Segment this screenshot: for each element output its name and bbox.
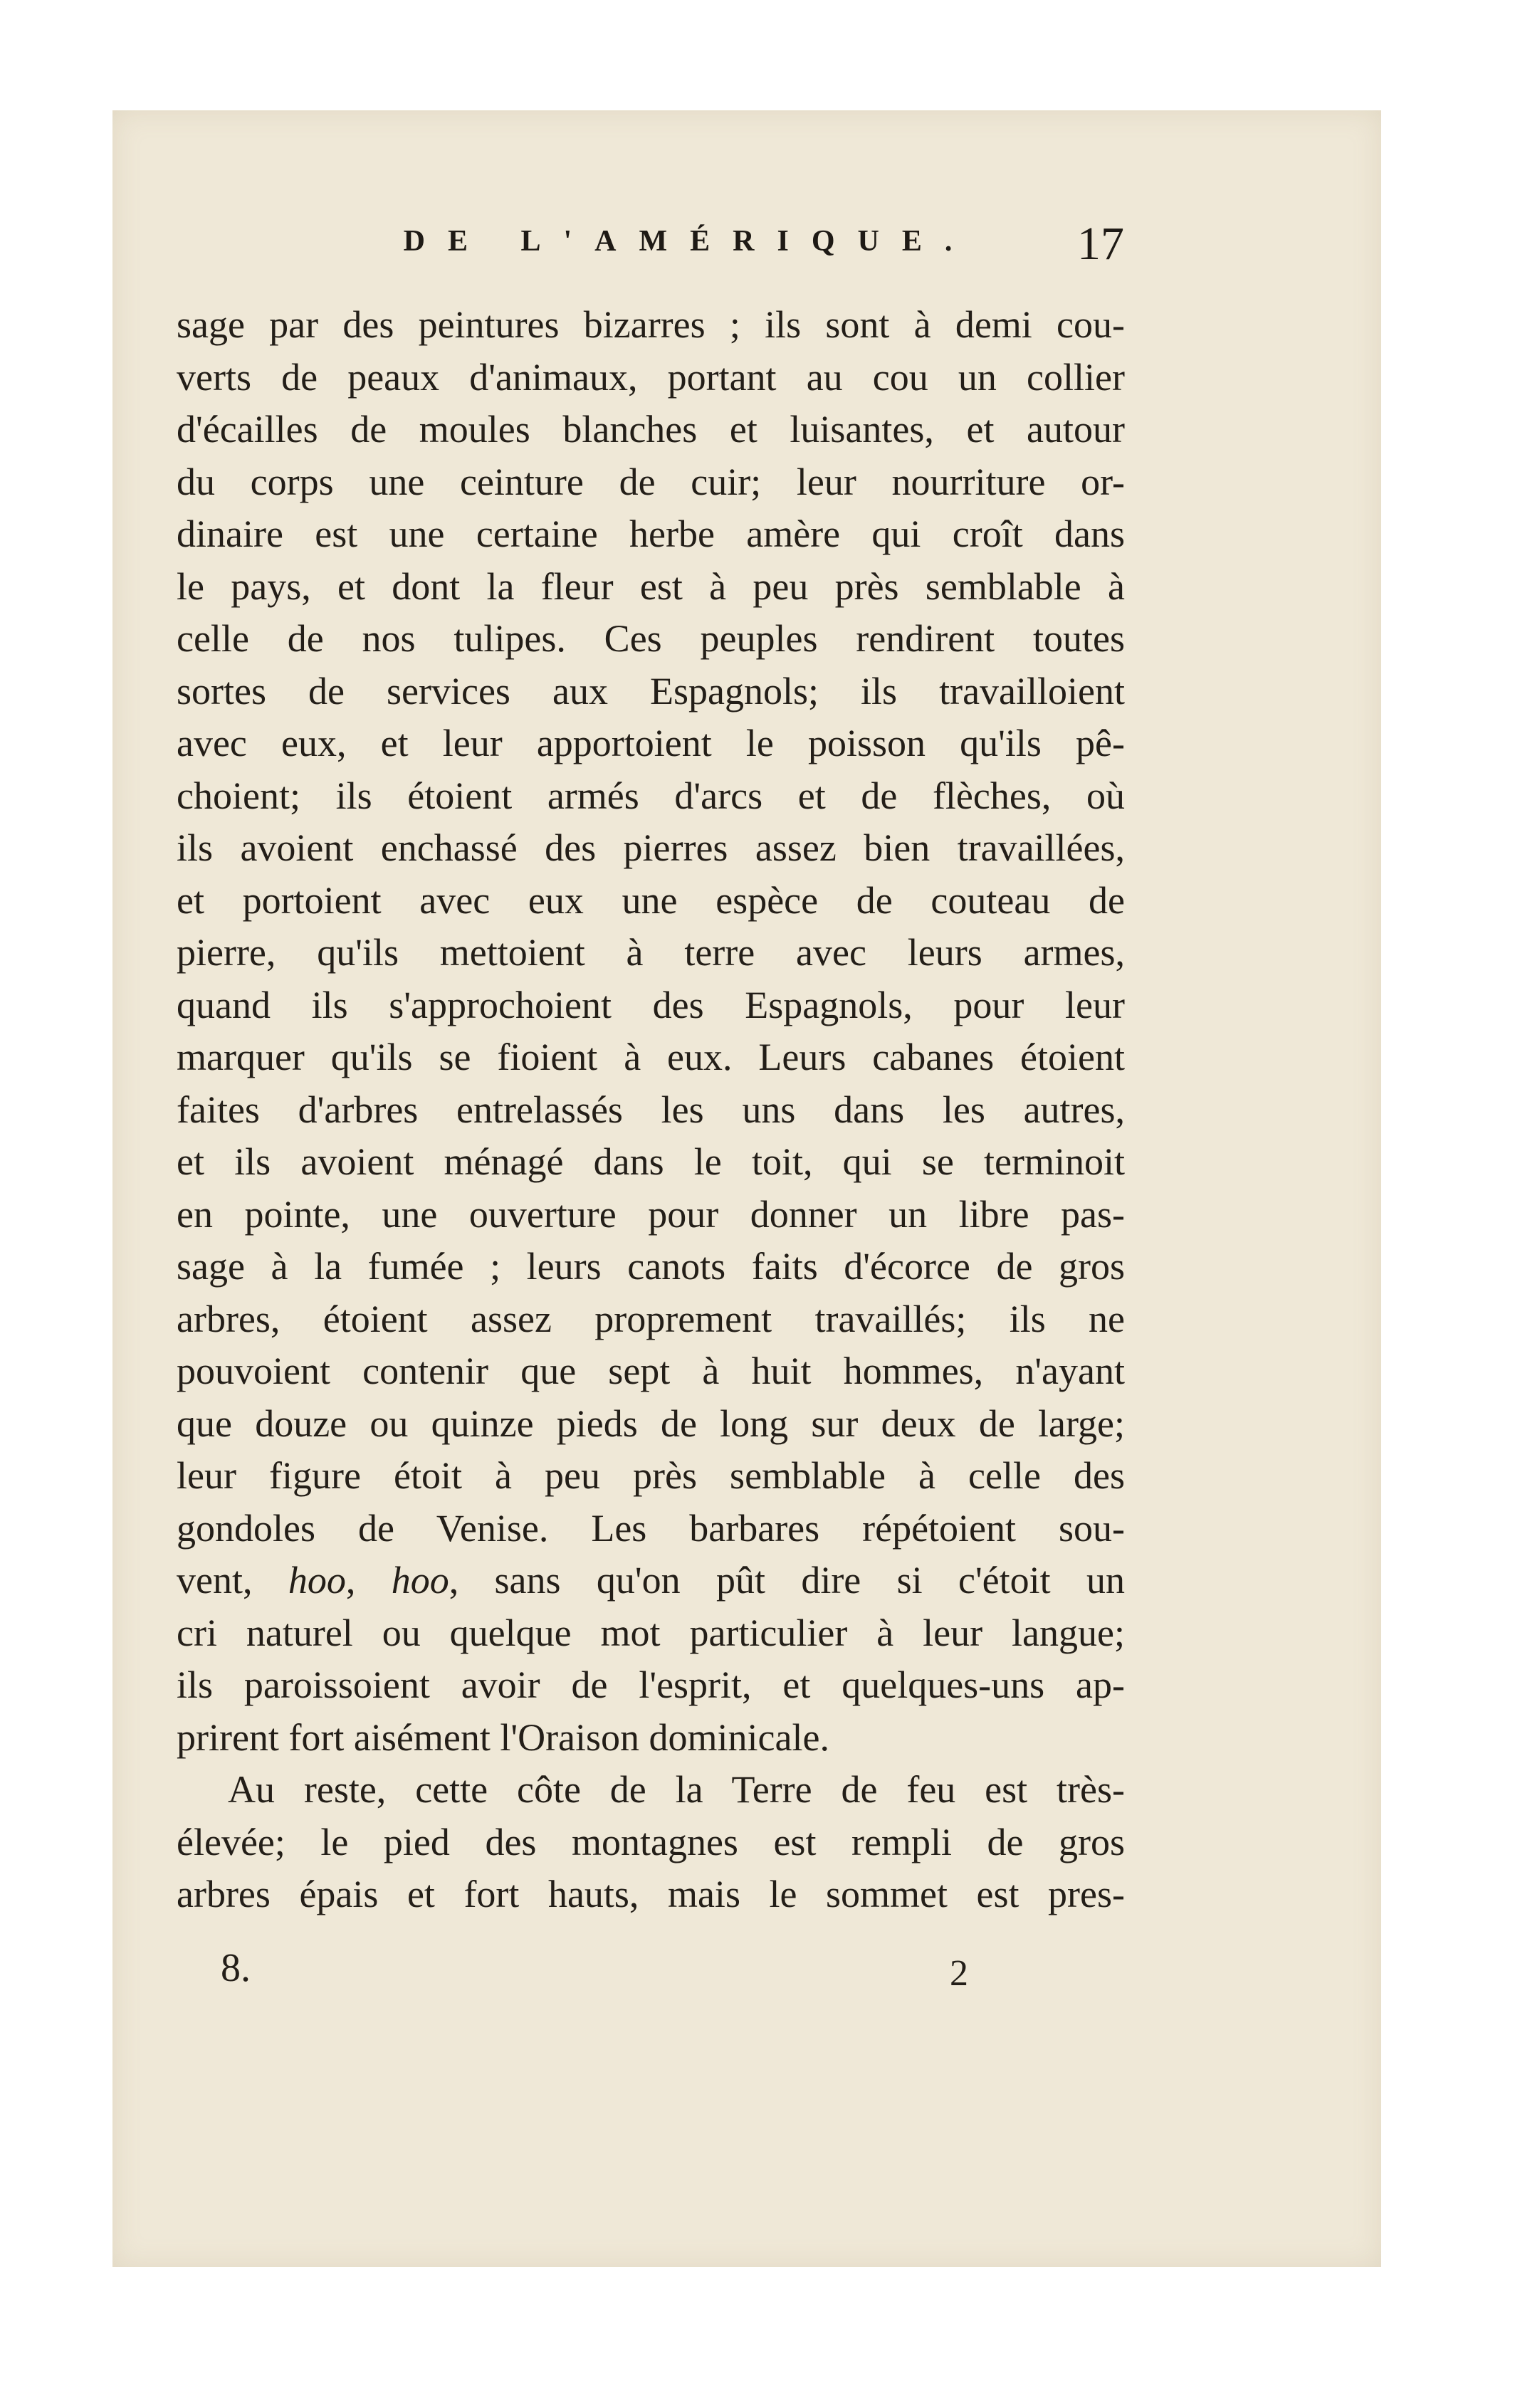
text-line: avec eux, et leur apportoient le poisson qu'ils pê- (177, 722, 1125, 764)
text-line: Au reste, cette côte de la Terre de feu est très- (228, 1768, 1125, 1811)
text-line: sage à la fumée ; leurs canots faits d'écorce de gros (177, 1245, 1125, 1288)
text-line: pouvoient contenir que sept à huit hommes, n'ayant (177, 1350, 1125, 1392)
text-line: le pays, et dont la fleur est à peu près semblable à (177, 564, 1125, 608)
text-line: verts de peaux d'animaux, portant au cou un collier (177, 355, 1125, 399)
text-line: faites d'arbres entrelassés les uns dans les autres, (177, 1088, 1125, 1131)
text-line: arbres épais et fort hauts, mais le sommet est pres- (177, 1873, 1125, 1915)
text-line: sortes de services aux Espagnols; ils travailloient (177, 669, 1125, 713)
text-line: du corps une ceinture de cuir; leur nourriture or- (177, 460, 1125, 503)
text-line: celle de nos tulipes. Ces peuples rendirent toutes (177, 617, 1125, 660)
text-line: choient; ils étoient armés d'arcs et de flèches, où (177, 774, 1125, 817)
text-line: en pointe, une ouverture pour donner un libre pas- (177, 1192, 1125, 1236)
text-line: d'écailles de moules blanches et luisantes, et autour (177, 408, 1125, 451)
text-line: arbres, étoient assez proprement travaillés; ils ne (177, 1297, 1125, 1340)
running-title: DE L'AMÉRIQUE. (403, 225, 975, 258)
text-line: prirent fort aisément l'Oraison dominicale. (177, 1715, 829, 1759)
italic-word: hoo (288, 1559, 346, 1602)
signature-mark: 8. (221, 1946, 251, 1990)
text-line: quand ils s'approchoient des Espagnols, pour leur (177, 983, 1125, 1026)
body-text (177, 299, 1125, 1921)
text-fragment: , (345, 1559, 392, 1602)
text-line: et portoient avec eux une espèce de couteau de (177, 878, 1125, 922)
paragraph-2 (177, 1764, 1125, 1921)
text-line: dinaire est une certaine herbe amère qui croît dans (177, 512, 1125, 555)
text-line: et ils avoient ménagé dans le toit, qui se terminoit (177, 1140, 1125, 1183)
text-line: leur figure étoit à peu près semblable à celle des (177, 1454, 1125, 1497)
text-line: que douze ou quinze pieds de long sur deux de large; (177, 1402, 1125, 1445)
text-fragment: vent, (177, 1559, 288, 1602)
text-line: ils paroissoient avoir de l'esprit, et quelques-uns ap- (177, 1663, 1125, 1706)
text-line: sage par des peintures bizarres ; ils sont à demi cou- (177, 303, 1125, 346)
italic-word: hoo (391, 1559, 449, 1602)
text-line: gondoles de Venise. Les barbares répétoient sou- (177, 1506, 1125, 1550)
gathering-mark: 2 (950, 1953, 968, 1994)
page-header (112, 218, 1381, 288)
text-line: cri naturel ou quelque mot particulier à leur langue; (177, 1611, 1125, 1654)
page-number: 17 (1077, 218, 1124, 270)
text-line: ils avoient enchassé des pierres assez bien travaillées, (177, 826, 1125, 869)
text-line: pierre, qu'ils mettoient à terre avec leurs armes, (177, 931, 1125, 974)
text-fragment: , sans qu'on pût dire si c'étoit un (449, 1559, 1126, 1602)
text-line-with-italics (177, 1555, 1125, 1607)
paragraph-1 (177, 299, 1125, 1764)
text-line: élevée; le pied des montagnes est rempli de gros (177, 1820, 1125, 1863)
book-page (112, 110, 1381, 2267)
text-line: marquer qu'ils se fioient à eux. Leurs cabanes étoient (177, 1036, 1125, 1078)
